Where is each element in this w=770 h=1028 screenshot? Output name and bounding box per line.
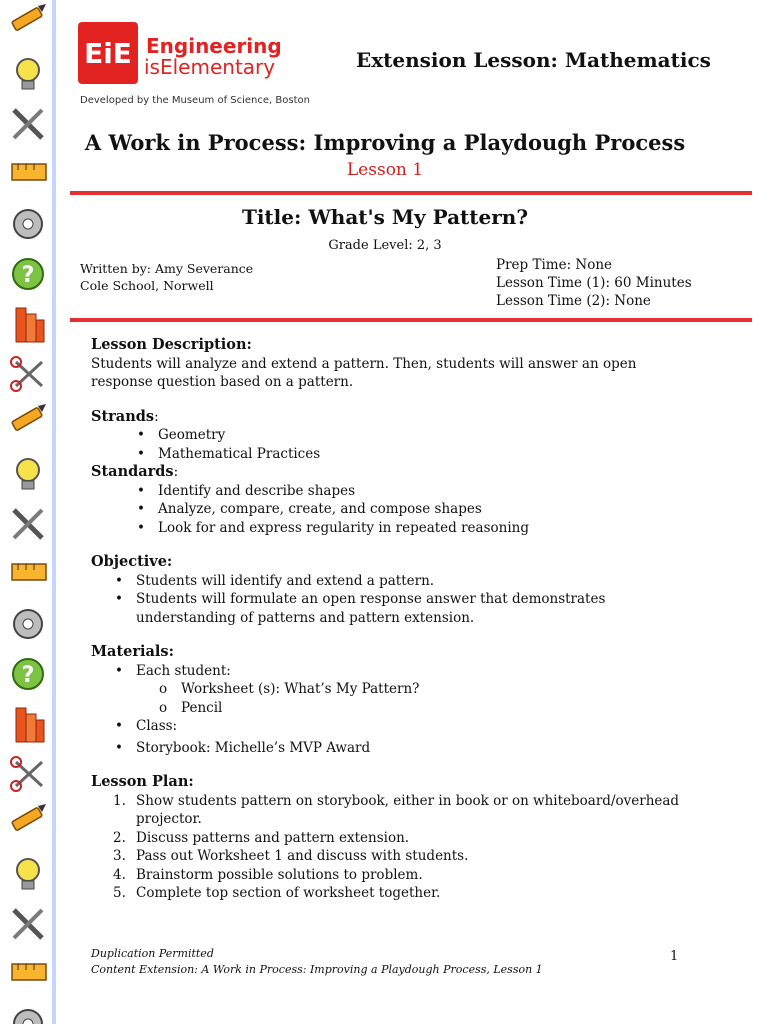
lesson-content [91,336,691,903]
list-item: 1. Show students pattern on storybook, either in book or on whiteboard/overhead projector. [113,792,680,827]
gear-icon [14,1010,42,1024]
strands-heading: Strands: [91,407,159,425]
list-item: • Students will identify and extend a pattern. [91,572,691,591]
list-item: • Mathematical Practices [91,445,691,464]
list-item: 2. Discuss patterns and pattern extension. [113,829,410,846]
list-item: 5. Complete top section of worksheet together. [113,885,441,901]
footer [91,946,543,978]
plan-heading: Lesson Plan: [91,773,194,790]
list-item: • Storybook: Michelle’s MVP Award [91,739,691,758]
school: Cole School, Norwell [80,278,214,293]
grade-level: Grade Level: 2, 3 [328,238,442,253]
logo-subtitle: Developed by the Museum of Science, Boston [80,95,310,106]
materials-list [91,662,691,681]
logo-line1: Engineering [146,34,282,58]
footer-line2: Content Extension: A Work in Process: Improving a Playdough Process, Lesson 1 [91,963,543,976]
footer-line1: Duplication Permitted [91,947,214,960]
description-text: Students will analyze and extend a pattern. Then, students will answer an open response question based on a pattern. [91,355,637,390]
materials-heading: Materials: [91,643,174,660]
standards-list [91,482,691,538]
tools-icon [14,510,42,538]
gear-icon [14,610,42,638]
svg-text:?: ? [21,263,35,288]
blocks-icon [16,308,44,342]
time-block [496,256,692,310]
plan-list [91,792,691,903]
prep-time: Prep Time: None [496,257,613,273]
standards-heading: Standards: [91,463,179,480]
blocks-icon [16,708,44,742]
list-item: o Pencil [91,699,691,718]
list-item: • Geometry [91,426,691,445]
header-title: Extension Lesson: Mathematics [356,48,711,72]
lesson-time-2: Lesson Time (2): None [496,293,651,309]
bottom-rule [70,318,752,322]
strands-list [91,426,691,463]
page-number: 1 [670,949,679,964]
question-icon [13,259,43,289]
author-block [80,260,253,294]
unit-title: A Work in Process: Improving a Playdough Process [84,130,686,155]
list-item: 4. Brainstorm possible solutions to problem. [113,866,423,883]
pencil-icon [12,804,46,831]
top-rule [70,191,752,195]
ruler-icon [12,564,46,580]
description-heading: Lesson Description: [91,336,252,353]
ruler-icon [12,964,46,980]
lesson-number: Lesson 1 [346,160,424,180]
list-item: • Look for and express regularity in repeated reasoning [91,519,691,538]
scissors-icon [11,757,42,791]
pencil-icon [12,4,46,31]
author: Written by: Amy Severance [80,261,254,276]
lightbulb-icon [17,459,39,489]
list-item: 3. Pass out Worksheet 1 and discuss with students. [113,848,469,864]
tools-icon [14,910,42,938]
lightbulb-icon [17,859,39,889]
student-materials-list [91,680,691,717]
list-item: • Analyze, compare, create, and compose shapes [91,500,691,519]
question-icon [13,659,43,689]
class-materials-list [91,717,691,757]
objective-heading: Objective: [91,553,173,570]
list-item: o Worksheet (s): What’s My Pattern? [91,680,691,699]
svg-text:?: ? [21,663,35,688]
scissors-icon [11,357,42,391]
lesson-time-1: Lesson Time (1): 60 Minutes [496,275,692,291]
list-item: • Students will formulate an open response answer that demonstrates understanding of patterns and pattern extension. [91,590,691,627]
objective-list [91,572,691,628]
eie-logo-mark: EiE [78,22,138,84]
lesson-title: Title: What's My Pattern? [241,205,529,229]
list-item: • Each student: [91,662,691,681]
lightbulb-icon [17,59,39,89]
list-item: • Identify and describe shapes [91,482,691,501]
list-item: • Class: [91,717,691,736]
logo-line2: isElementary [144,55,276,79]
pencil-icon [12,404,46,431]
